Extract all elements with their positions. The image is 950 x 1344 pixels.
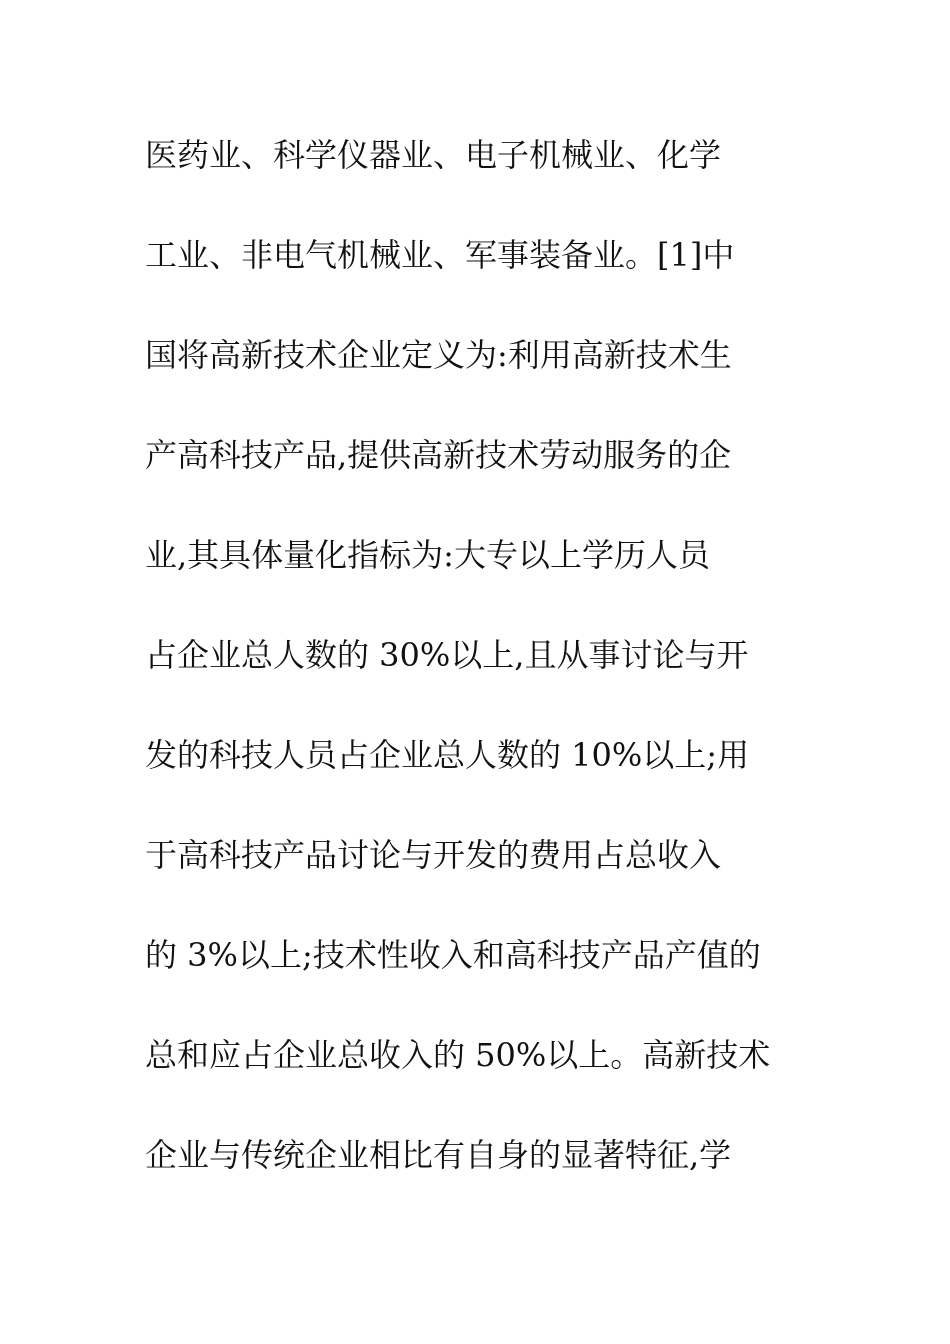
text-line: 医药业、科学仪器业、电子机械业、化学 <box>145 136 722 174</box>
text-line: 业,其具体量化指标为:大专以上学历人员 <box>145 536 710 574</box>
body-paragraph <box>145 126 825 1226</box>
text-line: 工业、非电气机械业、军事装备业。[1]中 <box>145 236 735 274</box>
text-line: 企业与传统企业相比有自身的显著特征,学 <box>145 1136 732 1174</box>
text-line: 产高科技产品,提供高新技术劳动服务的企 <box>145 436 732 474</box>
text-line: 发的科技人员占企业总人数的 10%以上;用 <box>145 736 750 774</box>
text-line: 国将高新技术企业定义为:利用高新技术生 <box>145 336 732 374</box>
text-line: 总和应占企业总收入的 50%以上。高新技术 <box>145 1036 771 1074</box>
text-line: 于高科技产品讨论与开发的费用占总收入 <box>145 836 722 874</box>
text-line: 的 3%以上;技术性收入和高科技产品产值的 <box>145 936 761 974</box>
text-line: 占企业总人数的 30%以上,且从事讨论与开 <box>145 636 749 674</box>
